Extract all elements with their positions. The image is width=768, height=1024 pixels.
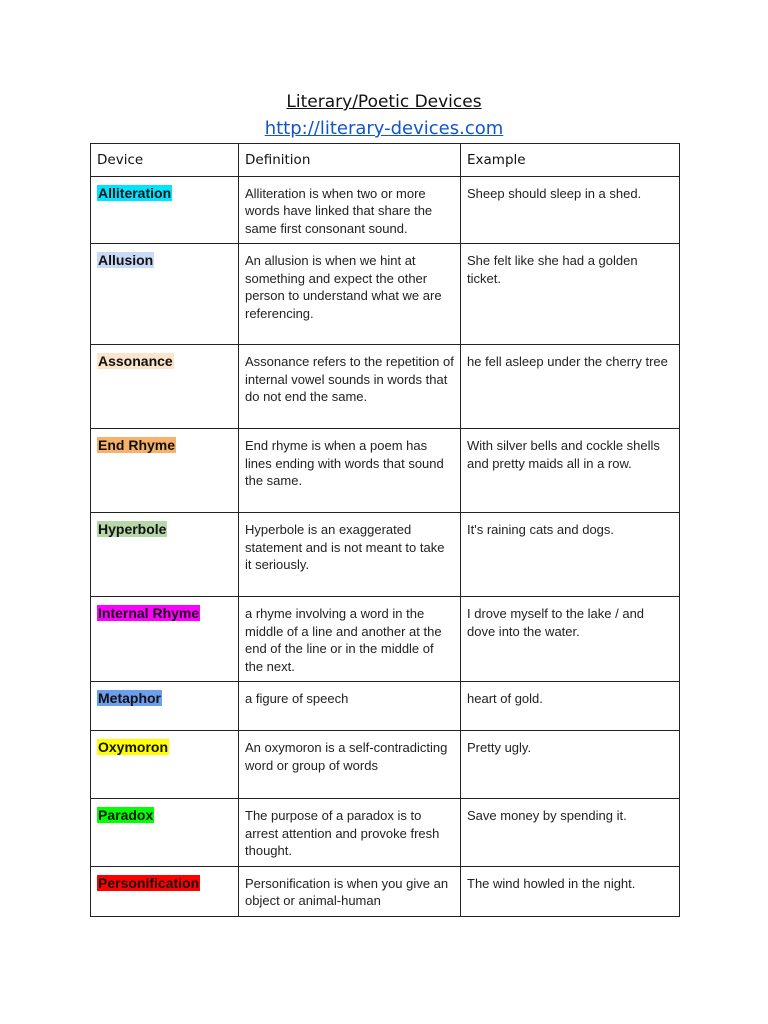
definition-cell: End rhyme is when a poem has lines ending with words that sound the same. bbox=[239, 429, 461, 513]
device-cell bbox=[91, 513, 239, 597]
header-device: Device bbox=[91, 144, 239, 177]
definition-cell: Hyperbole is an exaggerated statement and is not meant to take it seriously. bbox=[239, 513, 461, 597]
definition-cell: a rhyme involving a word in the middle of a line and another at the end of the line or in the middle of the next. bbox=[239, 597, 461, 682]
device-name: Internal Rhyme bbox=[98, 605, 200, 621]
device-cell bbox=[91, 429, 239, 513]
definition-cell: An allusion is when we hint at something and expect the other person to understand what we are referencing. bbox=[239, 244, 461, 345]
device-cell bbox=[91, 799, 239, 867]
example-cell: Pretty ugly. bbox=[461, 731, 680, 799]
example-cell: It's raining cats and dogs. bbox=[461, 513, 680, 597]
definition-cell: Personification is when you give an object or animal-human bbox=[239, 866, 461, 916]
example-cell: With silver bells and cockle shells and pretty maids all in a row. bbox=[461, 429, 680, 513]
device-name: Allusion bbox=[98, 252, 154, 268]
device-name: End Rhyme bbox=[98, 437, 176, 453]
device-name: Assonance bbox=[98, 353, 173, 369]
device-name: Alliteration bbox=[98, 184, 172, 201]
definition-cell: Alliteration is when two or more words have linked that share the same first consonant sound. bbox=[239, 176, 461, 244]
devices-table bbox=[90, 143, 680, 917]
table-row bbox=[91, 345, 680, 429]
device-name: Metaphor bbox=[98, 690, 161, 706]
definition-cell: An oxymoron is a self-contradicting word or group of words bbox=[239, 731, 461, 799]
example-cell: Save money by spending it. bbox=[461, 799, 680, 867]
device-cell bbox=[91, 682, 239, 731]
header-example: Example bbox=[461, 144, 680, 177]
table-row bbox=[91, 597, 680, 682]
table-row bbox=[91, 513, 680, 597]
table-header-row bbox=[91, 144, 680, 177]
device-name: Personification bbox=[98, 874, 200, 891]
device-cell bbox=[91, 731, 239, 799]
definition-cell: The purpose of a paradox is to arrest attention and provoke fresh thought. bbox=[239, 799, 461, 867]
table-row bbox=[91, 731, 680, 799]
device-cell bbox=[91, 176, 239, 244]
table-row bbox=[91, 176, 680, 244]
example-cell: The wind howled in the night. bbox=[461, 866, 680, 916]
device-name: Hyperbole bbox=[98, 521, 167, 537]
reference-link[interactable]: http://literary-devices.com bbox=[264, 118, 504, 139]
document-title: Literary/Poetic Devices bbox=[286, 92, 482, 112]
header-definition: Definition bbox=[239, 144, 461, 177]
example-cell: heart of gold. bbox=[461, 682, 680, 731]
table-row bbox=[91, 682, 680, 731]
device-cell bbox=[91, 597, 239, 682]
example-cell: Sheep should sleep in a shed. bbox=[461, 176, 680, 244]
table-row bbox=[91, 244, 680, 345]
definition-cell: Assonance refers to the repetition of internal vowel sounds in words that do not end the same. bbox=[239, 345, 461, 429]
device-name: Paradox bbox=[98, 807, 154, 823]
device-cell bbox=[91, 866, 239, 916]
device-cell bbox=[91, 345, 239, 429]
example-cell: I drove myself to the lake / and dove into the water. bbox=[461, 597, 680, 682]
device-name: Oxymoron bbox=[98, 739, 169, 755]
table-row bbox=[91, 866, 680, 916]
example-cell: he fell asleep under the cherry tree bbox=[461, 345, 680, 429]
example-cell: She felt like she had a golden ticket. bbox=[461, 244, 680, 345]
device-cell bbox=[91, 244, 239, 345]
table-row bbox=[91, 429, 680, 513]
definition-cell: a figure of speech bbox=[239, 682, 461, 731]
table-row bbox=[91, 799, 680, 867]
